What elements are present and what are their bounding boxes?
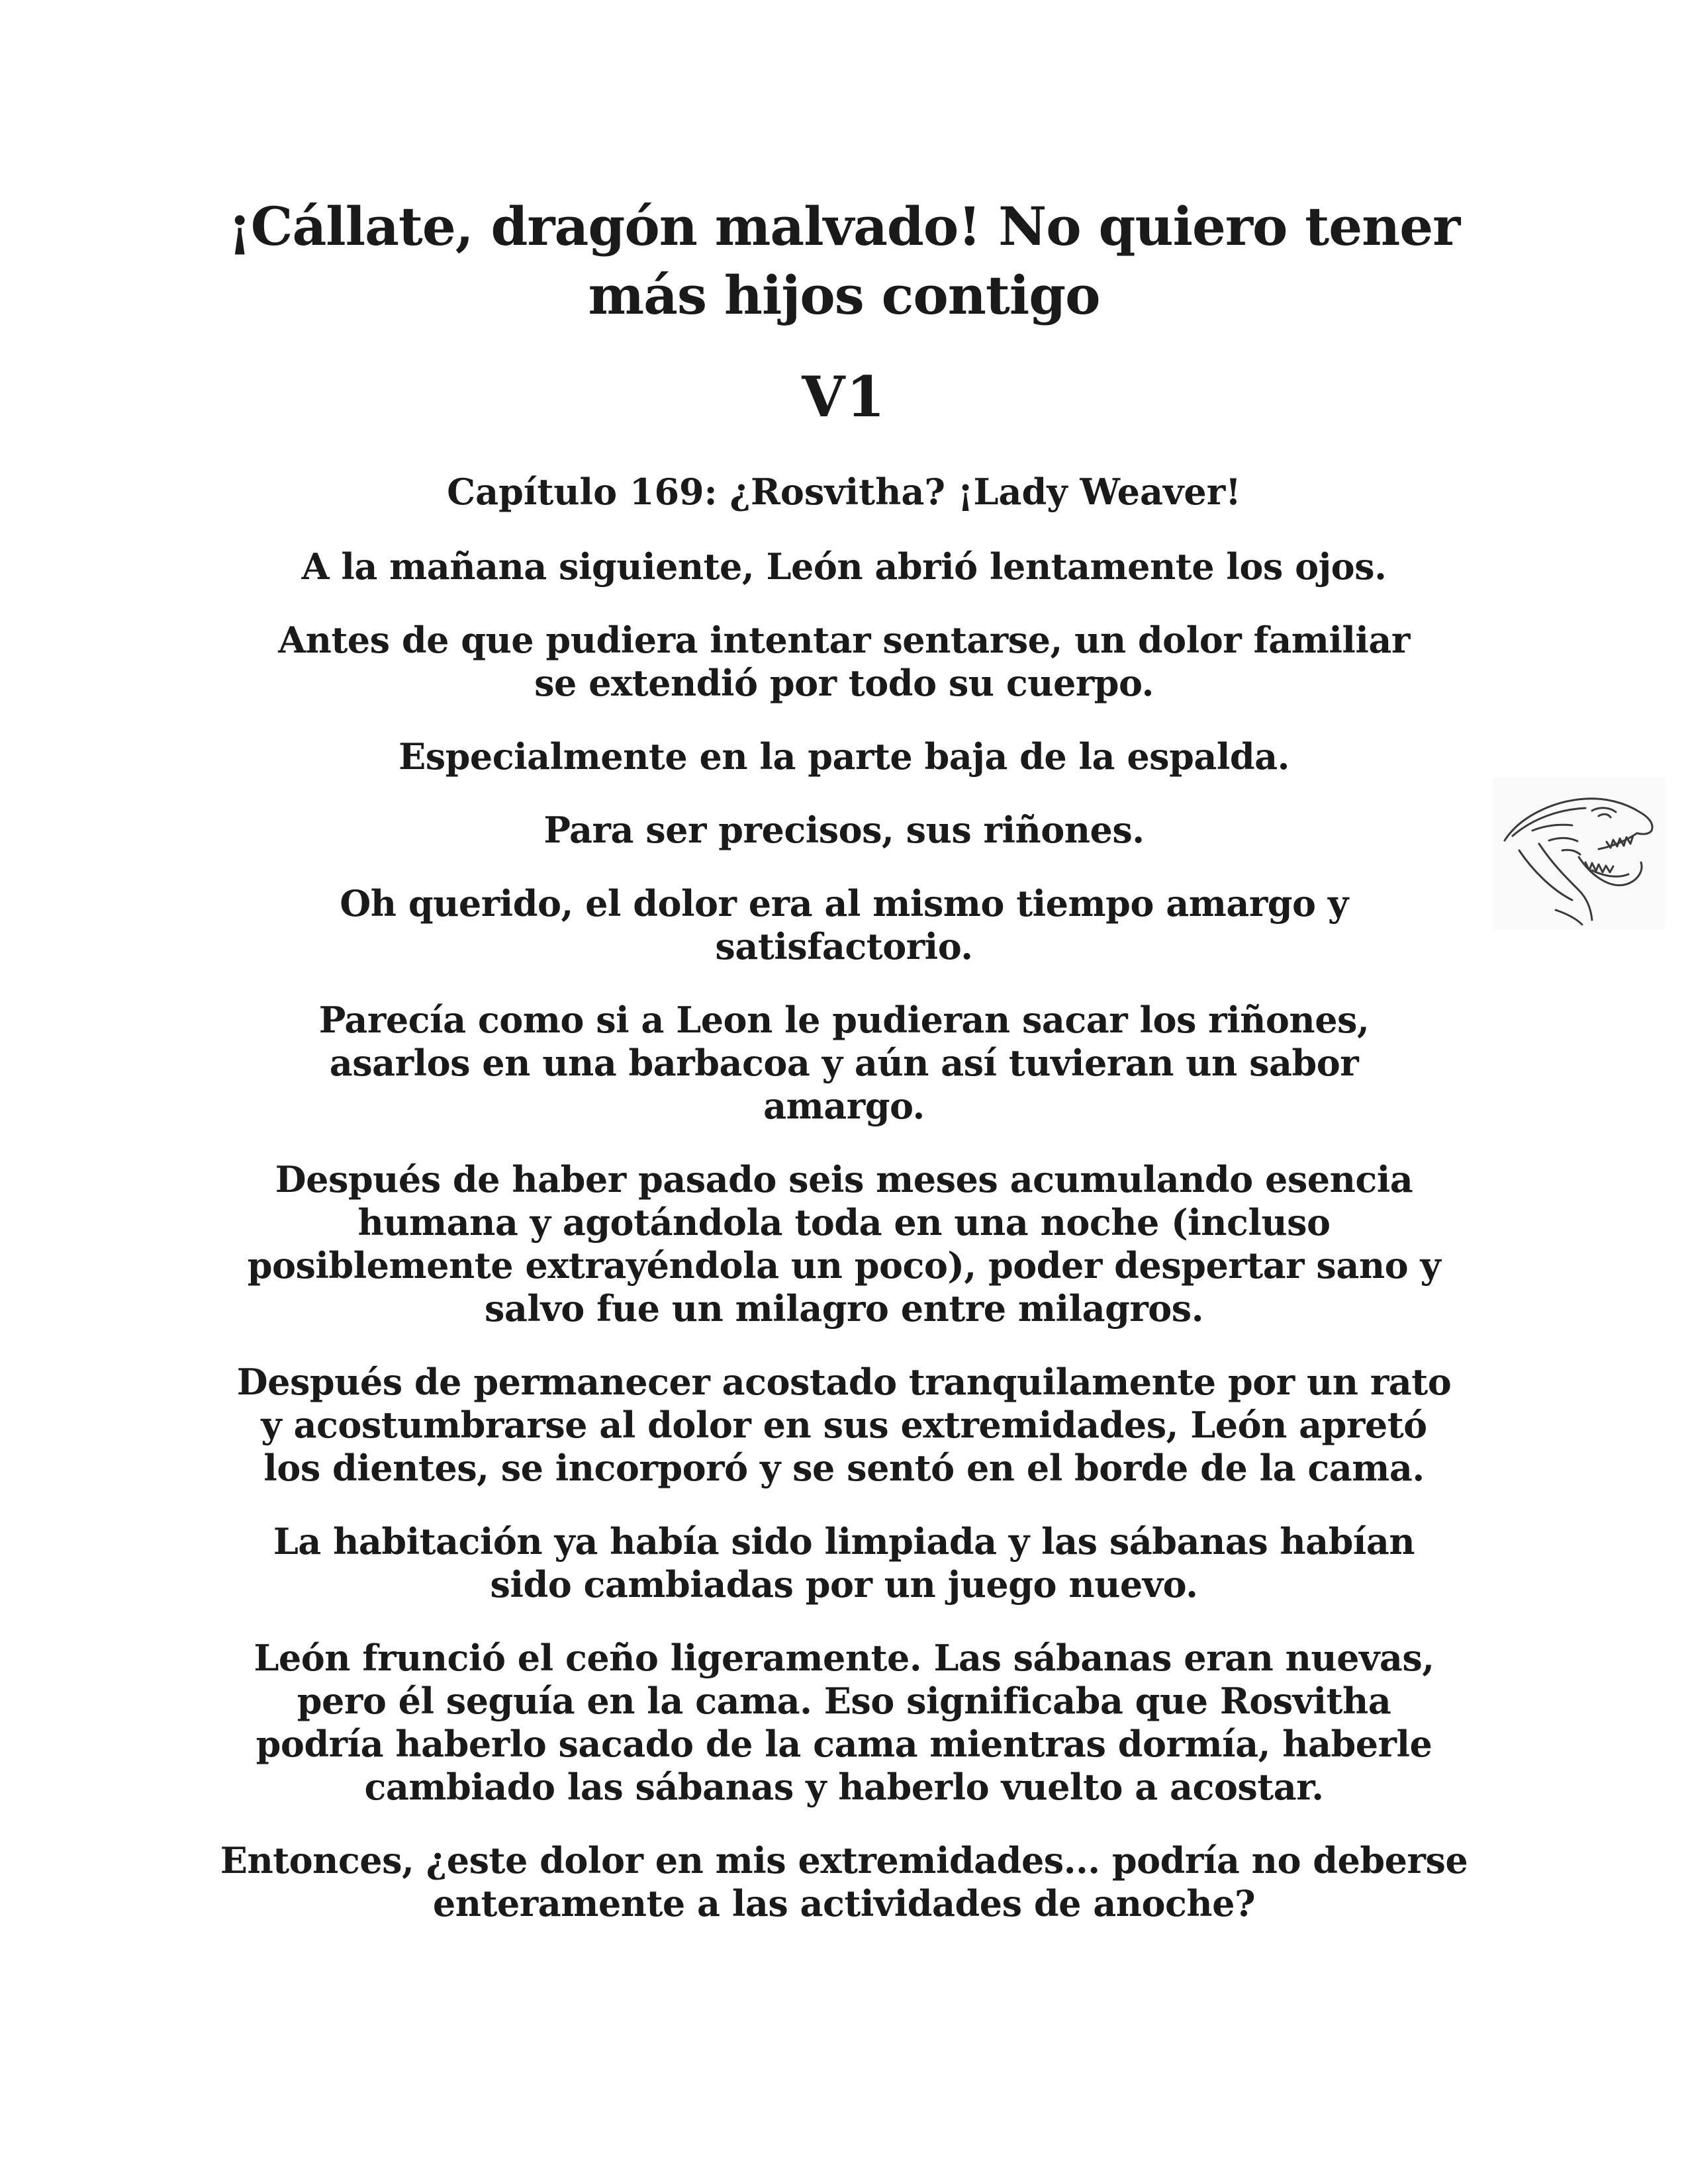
paragraph-8: Después de permanecer acostado tranquilamente por un rato y acostumbrarse al dolor en sus extremidades, León apretó los dientes, se incorporó y se sentó en el borde de la cama. — [236, 1361, 1452, 1489]
paragraph-11: Entonces, ¿este dolor en mis extremidades... podría no deberse enteramente a las actividades de anoche? — [220, 1839, 1468, 1925]
paragraph-1: A la mañana siguiente, León abrió lentamente los ojos. — [301, 545, 1387, 588]
book-title: ¡Cállate, dragón malvado! No quiero tener más hijos contigo — [228, 195, 1460, 326]
chapter-heading: Capítulo 169: ¿Rosvitha? ¡Lady Weaver! — [447, 471, 1241, 513]
paragraph-3: Especialmente en la parte baja de la espalda. — [399, 735, 1289, 778]
paragraph-2: Antes de que pudiera intentar sentarse, un dolor familiar se extendió por todo su cuerpo. — [278, 619, 1410, 704]
document-page — [218, 192, 1470, 1925]
paragraph-6: Parecía como si a Leon le pudieran sacar los riñones, asarlos en una barbacoa y aún así tuvieran un sabor amargo. — [318, 999, 1370, 1127]
paragraph-4: Para ser precisos, sus riñones. — [543, 809, 1145, 851]
paragraph-10: León frunció el ceño ligeramente. Las sábanas eran nuevas, pero él seguía en la cama. Eso significaba que Rosvitha podría haberlo sacado de la cama mientras dormía, haberle cambiado las sábanas y haberlo vuelto a acostar. — [254, 1637, 1434, 1808]
paragraph-5: Oh querido, el dolor era al mismo tiempo amargo y satisfactorio. — [340, 882, 1348, 968]
paragraph-9: La habitación ya había sido limpiada y las sábanas habían sido cambiadas por un juego nuevo. — [273, 1520, 1415, 1606]
dinosaur-head-sketch-icon — [1493, 778, 1665, 930]
paragraph-7: Después de haber pasado seis meses acumulando esencia humana y agotándola toda en una noche (incluso posiblemente extrayéndola un poco), poder despertar sano y salvo fue un milagro entre milagros. — [247, 1158, 1441, 1330]
volume-label: V1 — [802, 364, 886, 430]
